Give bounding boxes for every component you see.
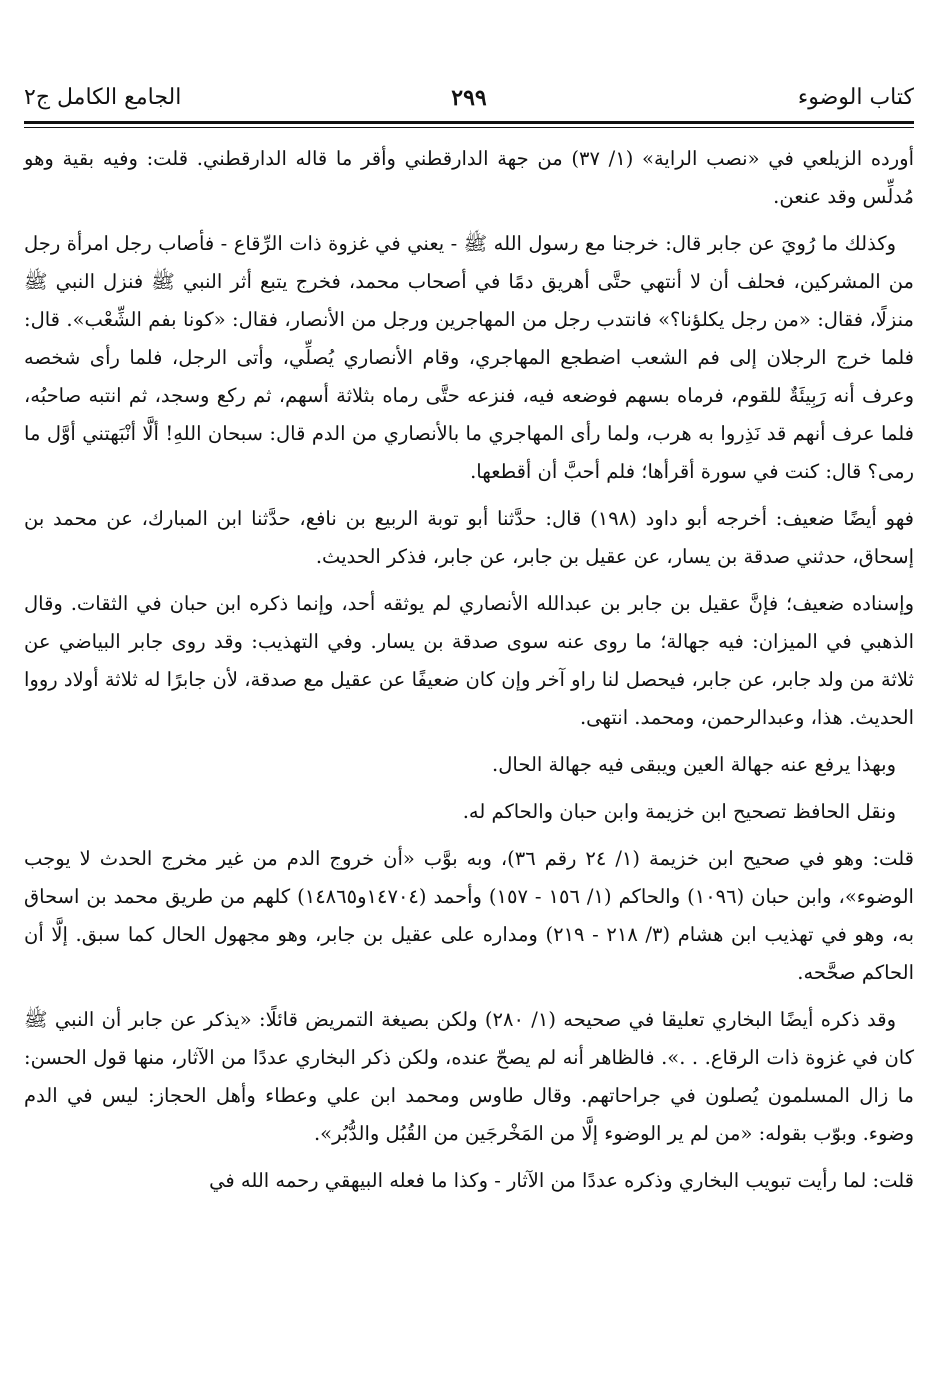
paragraph: وكذلك ما رُويَ عن جابر قال: خرجنا مع رسول الله ﷺ - يعني في غزوة ذات الرِّقاع - فأصاب رجل امرأة رجل من المشركين، فحلف أن لا أنتهي حتَّى أهريق دمًا في أصحاب محمد، فخرج يتبع أثر النبي ﷺ فنزل النبي ﷺ منزلًا، فقال: «من رجل يكلؤنا؟» فانتدب رجل من المهاجرين ورجل من الأنصار، فقال: «كونا بفم الشِّعْب». قال: فلما خرج الرجلان إلى فم الشعب اضطجع المهاجري، وقام الأنصاري يُصلِّي، وأتى الرجل، فلما رأى شخصه وعرف أنه رَبِيئَةٌ للقوم، فرماه بسهم فوضعه فيه، فنزعه حتَّى رماه بثلاثة أسهم، ثم ركع وسجد، ثم انتبه صاحبُه، فلما عرف أنهم قد نَذِروا به هرب، ولما رأى المهاجري ما بالأنصاري من الدم قال: سبحان اللهِ! ألَّا أنْبَهتني أوَّل ما رمى؟ قال: كنت في سورة أقرأها؛ فلم أحبَّ أن أقطعها. bbox=[24, 232, 914, 483]
book-section-title: كتاب الوضوء bbox=[797, 85, 914, 110]
page-number: ٢٩٩ bbox=[451, 85, 487, 111]
paragraph: ونقل الحافظ تصحيح ابن خزيمة وابن حبان والحاكم له. bbox=[462, 800, 896, 823]
paragraph: فهو أيضًا ضعيف: أخرجه أبو داود (١٩٨) قال: حدَّثنا أبو توبة الربيع بن نافع، حدَّثنا ابن المبارك، عن محمد بن إسحاق، حدثني صدقة بن يسار، عن عقيل بن جابر، عن جابر، فذكر الحديث. bbox=[24, 507, 914, 568]
paragraph: قلت: لما رأيت تبويب البخاري وذكره عددًا من الآثار - وكذا ما فعله البيهقي رحمه الله في bbox=[209, 1169, 914, 1192]
paragraph: وبهذا يرفع عنه جهالة العين ويبقى فيه جهالة الحال. bbox=[492, 753, 896, 776]
running-header bbox=[24, 80, 914, 116]
document-page bbox=[24, 0, 914, 1379]
paragraph: قلت: وهو في صحيح ابن خزيمة (١/ ٢٤ رقم ٣٦)، وبه بوَّب «أن خروج الدم من غير مخرج الحدث لا يوجب الوضوء»، وابن حبان (١٠٩٦) والحاكم (١/ ١٥٦ - ١٥٧) وأحمد (١٤٧٠٤و١٤٨٦٥) كلهم من طريق محمد بن اسحاق به، وهو في تهذيب ابن هشام (٣/ ٢١٨ - ٢١٩) ومداره على عقيل بن جابر، وهو مجهول الحال كما سبق. إلَّا أن الحاكم صحَّحه. bbox=[24, 847, 914, 984]
paragraph: وإسناده ضعيف؛ فإنَّ عقيل بن جابر بن عبدالله الأنصاري لم يوثقه أحد، وإنما ذكره ابن حبان في الثقات. وقال الذهبي في الميزان: فيه جهالة؛ ما روى عنه سوى صدقة بن يسار. وفي التهذيب: وقد روى جابر البياضي عن ثلاثة من ولد جابر، عن جابر، فيحصل لنا راو آخر وإن كان ضعيفًا عن عقيل مع صدقة، لأن جابرًا له ثلاثة أولاد رووا الحديث. هذا، وعبدالرحمن، ومحمد. انتهى. bbox=[24, 592, 914, 729]
paragraph: أورده الزيلعي في «نصب الراية» (١/ ٣٧) من جهة الدارقطني وأقر ما قاله الدارقطني. قلت: وفيه بقية وهو مُدلِّس وقد عنعن. bbox=[24, 147, 914, 208]
book-title: الجامع الكامل ج٢ bbox=[24, 85, 182, 110]
header-rule-thin bbox=[24, 127, 914, 128]
body-text bbox=[24, 140, 914, 1209]
paragraph: وقد ذكره أيضًا البخاري تعليقا في صحيحه (١/ ٢٨٠) ولكن بصيغة التمريض قائلًا: «يذكر عن جابر أن النبي ﷺ كان في غزوة ذات الرقاع. . .». فالظاهر أنه لم يصحّ عنده، ولكن ذكر البخاري عددًا من الآثار، منها قول الحسن: ما زال المسلمون يُصلون في جراحاتهم. وقال طاوس ومحمد ابن علي وعطاء وأهل الحجاز: ليس في الدم وضوء. وبوّب بقوله: «من لم ير الوضوء إلَّا من المَخْرجَين من القُبُل والدُّبُر». bbox=[24, 1008, 914, 1145]
header-rule-thick bbox=[24, 121, 914, 124]
